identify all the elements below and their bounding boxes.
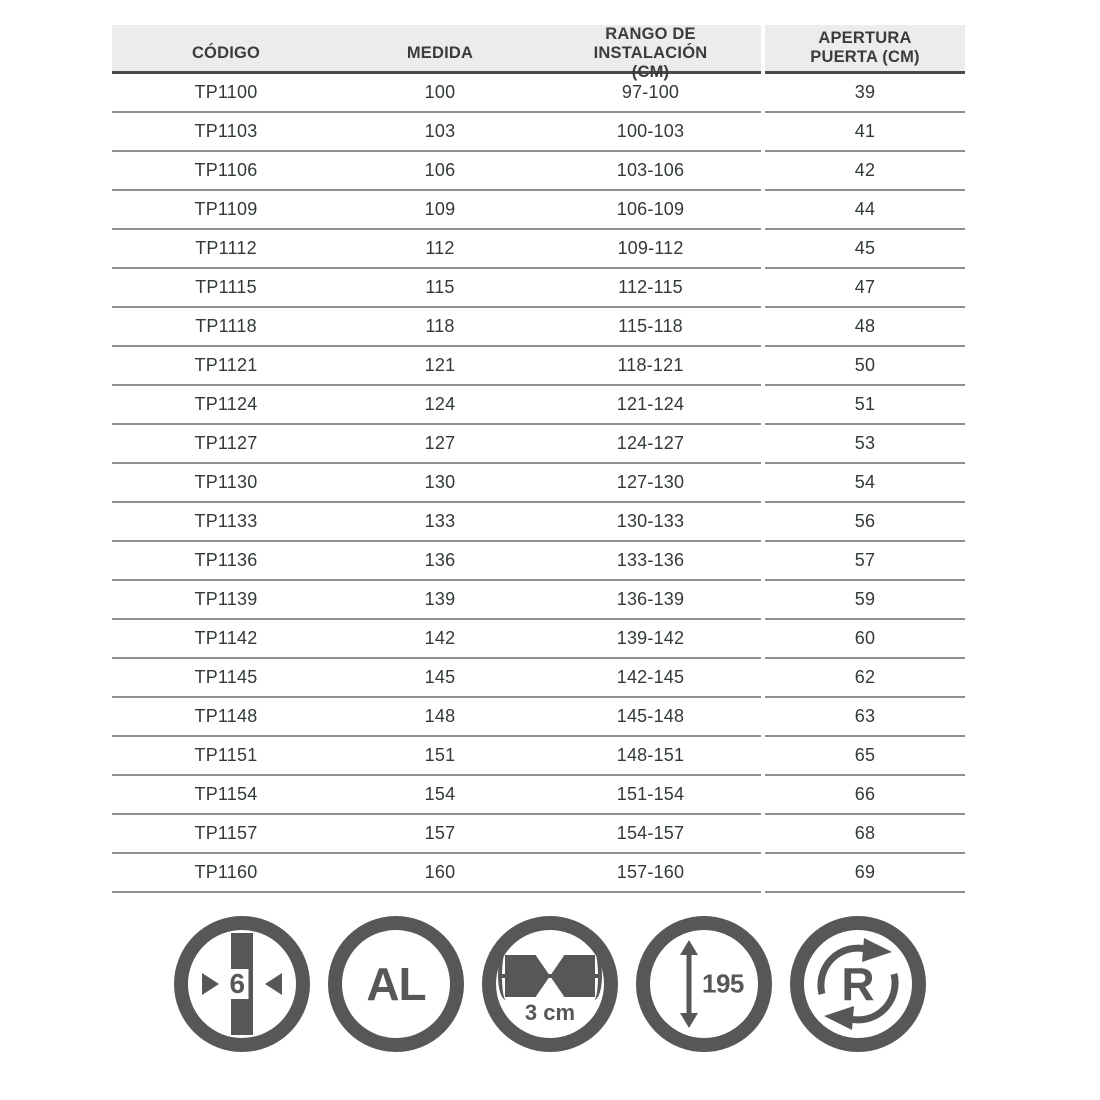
table-row bbox=[765, 776, 965, 815]
table-cell: 50 bbox=[854, 355, 876, 375]
table-cell: TP1124 bbox=[194, 394, 258, 414]
table-cell: 109-112 bbox=[617, 238, 684, 258]
table-header-row bbox=[765, 25, 965, 74]
table-cell: 103 bbox=[424, 121, 456, 141]
table-cell: 97-100 bbox=[621, 82, 680, 102]
table-cell: TP1157 bbox=[194, 823, 258, 843]
table-cell: TP1118 bbox=[195, 316, 257, 336]
table-cell: 54 bbox=[854, 472, 876, 492]
table-cell: 157 bbox=[424, 823, 456, 843]
table-row bbox=[112, 308, 761, 347]
table-cell: 106-109 bbox=[616, 199, 685, 219]
table-cell: 139-142 bbox=[616, 628, 685, 648]
table-cell: 56 bbox=[854, 511, 876, 531]
profile-block-right bbox=[550, 955, 595, 997]
table-row bbox=[112, 386, 761, 425]
table-cell: 154-157 bbox=[616, 823, 685, 843]
table-cell: 60 bbox=[854, 628, 876, 648]
table-cell: TP1109 bbox=[194, 199, 258, 219]
table-row bbox=[765, 815, 965, 854]
table-cell: 59 bbox=[854, 589, 876, 609]
table-cell: 41 bbox=[854, 121, 876, 141]
table-cell: 100-103 bbox=[616, 121, 685, 141]
column-header-rango-instalacion: RANGO DE INSTALACIÓN (CM) bbox=[593, 25, 708, 81]
table-cell: 124-127 bbox=[616, 433, 685, 453]
table-row bbox=[112, 347, 761, 386]
table-cell: TP1139 bbox=[194, 589, 258, 609]
table-cell: 53 bbox=[854, 433, 876, 453]
glass-thickness-icon bbox=[174, 916, 310, 1052]
profile-block-left bbox=[505, 955, 550, 997]
glass-thickness-value: 6 bbox=[226, 969, 248, 999]
table-cell: 39 bbox=[854, 82, 876, 102]
table-cell: 121 bbox=[424, 355, 456, 375]
height-195-icon bbox=[636, 916, 772, 1052]
table-cell: 45 bbox=[854, 238, 876, 258]
table-row bbox=[765, 269, 965, 308]
table-cell: 48 bbox=[854, 316, 876, 336]
spec-table-main-columns bbox=[112, 25, 761, 893]
table-cell: 133-136 bbox=[616, 550, 685, 570]
table-cell: 136 bbox=[424, 550, 456, 570]
reversible-icon bbox=[790, 916, 926, 1052]
table-cell: 142-145 bbox=[616, 667, 685, 687]
table-cell: 160 bbox=[424, 862, 456, 882]
table-cell: 106 bbox=[424, 160, 456, 180]
table-cell: TP1115 bbox=[195, 277, 257, 297]
table-row bbox=[112, 464, 761, 503]
table-cell: 62 bbox=[854, 667, 876, 687]
table-row bbox=[112, 854, 761, 893]
arrow-left-icon bbox=[265, 973, 282, 995]
vertical-double-arrow-icon bbox=[681, 940, 697, 1028]
table-right-body bbox=[765, 74, 965, 893]
table-cell: TP1112 bbox=[195, 238, 257, 258]
table-cell: 148-151 bbox=[616, 745, 685, 765]
aluminum-label: AL bbox=[366, 958, 426, 1010]
aluminum-icon bbox=[328, 916, 464, 1052]
table-cell: TP1136 bbox=[194, 550, 258, 570]
table-cell: 130 bbox=[424, 472, 456, 492]
column-header-codigo: CÓDIGO bbox=[191, 43, 261, 62]
table-cell: 136-139 bbox=[616, 589, 685, 609]
table-cell: TP1133 bbox=[194, 511, 258, 531]
table-cell: 112 bbox=[425, 238, 455, 258]
table-row bbox=[765, 503, 965, 542]
arrow-right-icon bbox=[202, 973, 219, 995]
table-cell: TP1121 bbox=[194, 355, 258, 375]
reversible-label: R bbox=[841, 958, 875, 1010]
table-row bbox=[765, 659, 965, 698]
table-row bbox=[112, 152, 761, 191]
table-cell: 145-148 bbox=[616, 706, 685, 726]
spec-icons bbox=[0, 916, 1100, 1052]
table-cell: 124 bbox=[424, 394, 456, 414]
table-cell: 66 bbox=[854, 784, 876, 804]
table-cell: 109 bbox=[424, 199, 456, 219]
table-cell: 118 bbox=[425, 316, 455, 336]
table-row bbox=[765, 425, 965, 464]
extension-3cm-icon bbox=[482, 916, 618, 1052]
table-row bbox=[112, 113, 761, 152]
table-row bbox=[112, 503, 761, 542]
table-cell: TP1103 bbox=[194, 121, 258, 141]
table-row bbox=[112, 581, 761, 620]
table-cell: 103-106 bbox=[616, 160, 685, 180]
table-cell: 42 bbox=[854, 160, 876, 180]
table-cell: TP1154 bbox=[194, 784, 258, 804]
table-cell: TP1142 bbox=[194, 628, 258, 648]
table-cell: TP1151 bbox=[194, 745, 258, 765]
extension-label: 3 cm bbox=[524, 1000, 576, 1025]
table-cell: TP1100 bbox=[194, 82, 258, 102]
table-cell: 145 bbox=[424, 667, 456, 687]
table-cell: 127 bbox=[424, 433, 456, 453]
column-header-apertura-puerta: APERTURA PUERTA (CM) bbox=[810, 29, 920, 66]
table-row bbox=[765, 542, 965, 581]
table-cell: 151 bbox=[424, 745, 456, 765]
table-cell: 44 bbox=[854, 199, 876, 219]
table-row bbox=[765, 113, 965, 152]
table-row bbox=[112, 191, 761, 230]
spec-table bbox=[112, 25, 965, 893]
table-row bbox=[765, 737, 965, 776]
table-row bbox=[112, 698, 761, 737]
table-row bbox=[765, 698, 965, 737]
table-row bbox=[765, 191, 965, 230]
table-cell: TP1106 bbox=[194, 160, 258, 180]
column-header-medida: MEDIDA bbox=[406, 43, 474, 62]
table-cell: 139 bbox=[424, 589, 456, 609]
table-cell: 154 bbox=[424, 784, 456, 804]
table-cell: 69 bbox=[854, 862, 876, 882]
table-cell: TP1127 bbox=[194, 433, 258, 453]
table-row bbox=[112, 620, 761, 659]
table-row bbox=[112, 542, 761, 581]
table-cell: 157-160 bbox=[616, 862, 685, 882]
table-cell: 100 bbox=[424, 82, 456, 102]
table-row bbox=[765, 308, 965, 347]
table-row bbox=[765, 152, 965, 191]
table-cell: 151-154 bbox=[616, 784, 685, 804]
table-cell: TP1160 bbox=[194, 862, 258, 882]
height-value: 195 bbox=[702, 968, 744, 999]
table-row bbox=[112, 737, 761, 776]
table-cell: 51 bbox=[854, 394, 876, 414]
table-cell: 68 bbox=[854, 823, 876, 843]
table-cell: 47 bbox=[854, 277, 876, 297]
table-cell: 148 bbox=[424, 706, 456, 726]
table-row bbox=[765, 854, 965, 893]
table-row bbox=[112, 815, 761, 854]
table-row bbox=[765, 74, 965, 113]
table-cell: 127-130 bbox=[616, 472, 685, 492]
table-row bbox=[112, 659, 761, 698]
spec-table-apertura-column bbox=[765, 25, 965, 893]
table-cell: 121-124 bbox=[616, 394, 685, 414]
table-cell: 115-118 bbox=[618, 316, 683, 336]
table-row bbox=[112, 269, 761, 308]
table-cell: 133 bbox=[424, 511, 456, 531]
table-cell: 130-133 bbox=[616, 511, 685, 531]
table-cell: 63 bbox=[854, 706, 876, 726]
table-cell: 65 bbox=[854, 745, 876, 765]
table-cell: 142 bbox=[424, 628, 456, 648]
table-row bbox=[112, 776, 761, 815]
table-cell: TP1148 bbox=[194, 706, 258, 726]
table-row bbox=[765, 581, 965, 620]
table-cell: 115 bbox=[425, 277, 455, 297]
table-row bbox=[765, 386, 965, 425]
table-row bbox=[765, 347, 965, 386]
table-cell: 112-115 bbox=[618, 277, 683, 297]
table-cell: TP1145 bbox=[194, 667, 258, 687]
table-header-row bbox=[112, 25, 761, 81]
table-row bbox=[112, 425, 761, 464]
table-row bbox=[765, 620, 965, 659]
table-cell: TP1130 bbox=[194, 472, 258, 492]
table-cell: 57 bbox=[854, 550, 876, 570]
table-row bbox=[765, 464, 965, 503]
table-row bbox=[112, 230, 761, 269]
table-left-body bbox=[112, 74, 761, 893]
table-row bbox=[765, 230, 965, 269]
table-cell: 118-121 bbox=[617, 355, 684, 375]
